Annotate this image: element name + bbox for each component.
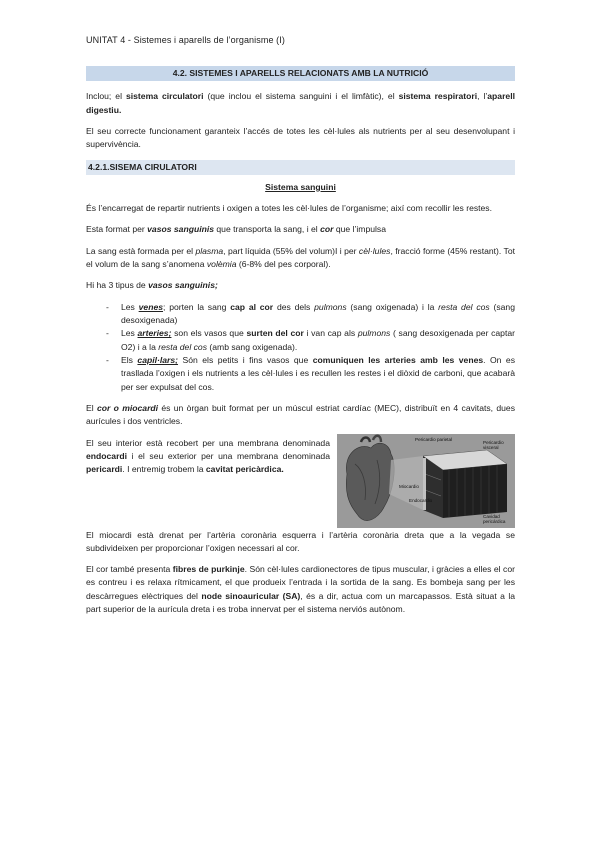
body-paragraph-3: La sang està formada per el plasma, part líquida (55% del volum)I i per cèl·lules, fracció forme (45% restant). Tot el volum de la sang s’anomena volèmia (6-8% del pes corporal).	[86, 245, 516, 270]
dash-bullet: -	[106, 328, 109, 339]
intro-paragraph-1: Inclou; el sistema circulatori (que inclou el sistema sanguini i el limfàtic), el sistema respiratori, l’aparell digestiu.	[86, 91, 515, 115]
vessel-list	[86, 301, 515, 394]
subsection-heading: 4.2.1.SISEMA CIRULATORI	[86, 160, 515, 175]
list-item-arteries: - Les arteries; son els vasos que surten del cor i van cap als pulmons ( sang desoxigenada per captar O2) i a la resta del cos (amb sang oxigenada).	[106, 328, 515, 352]
label-miocardi: Miocardio	[399, 483, 419, 489]
label-endocardi: Endocardio	[409, 497, 433, 503]
intro-paragraph-2: El seu correcte funcionament garanteix l’accés de totes les cèl·lules als nutrients per al seu desenvolupant i supervivència.	[86, 125, 515, 150]
label-pericardi-visceral: Pericardio visceral	[483, 439, 504, 450]
heart-paragraph-1: El cor o miocardi és un òrgan buit format per un múscul estriat cardíac (MEC), distribuït en 4 cavitats, dues aurícules i dos ventricles.	[86, 402, 516, 427]
document-page	[86, 34, 515, 624]
heart-figure-block	[86, 437, 515, 529]
heart-paragraph-3: El miocardi està drenat per l’artèria coronària esquerra i l’artèria coronària dreta que a la vegada se subdivideixen per proporcionar l’oxigen necessari al cor.	[86, 529, 515, 553]
list-item-capilars: - Els capil·lars; Són els petits i fins vasos que comuniquen les arteries amb les venes. On es trasllada l’oxigen i els nutrients a les cèl·lules i es recullen les restes i el diòxid de carboni, que acabarà per ser expulsat del cos.	[106, 354, 516, 392]
dash-bullet: -	[106, 354, 109, 365]
subtitle-sistema-sanguini: Sistema sanguini	[265, 181, 336, 192]
page-header: UNITAT 4 - Sistemes i aparells de l’organisme (I)	[86, 35, 285, 45]
heart-paragraph-2: El seu interior està recobert per una membrana denominada endocardi i el seu exterior per una membrana denominada pericardi. I entremig trobem la cavitat pericàrdica.	[86, 437, 330, 475]
dash-bullet: -	[106, 301, 109, 312]
section-heading: 4.2. SISTEMES I APARELLS RELACIONATS AMB LA NUTRICIÓ	[86, 66, 515, 81]
label-cavitat: Cavidad pericárdica	[483, 513, 506, 524]
body-paragraph-1: És l’encarregat de repartir nutrients i oxigen a totes les cèl·lules de l’organisme; així com recollir les restes.	[86, 203, 492, 214]
body-paragraph-4: Hi ha 3 tipus de vasos sanguinis;	[86, 280, 218, 291]
heart-paragraph-4: El cor també presenta fibres de purkinje. Són cèl·lules cardionectores de tipus muscular, i gràcies a elles el cor es contreu i es relaxa rítmicament, el que produeix l’entrada i la sortida de la sang. Es bombeja sang per les descàrregues elèctriques del node sinoauricular (SA), és a dir, actua com un marcapassos. Està situat a la part superior de la aurícula dreta i es troba innervat per el sistema nerviós autònom.	[86, 564, 516, 615]
list-item-venes: - Les venes; porten la sang cap al cor des dels pulmons (sang oxigenada) i la resta del cos (sang desoxigenada)	[106, 301, 515, 325]
heart-layers-image	[337, 434, 515, 528]
label-pericardi-parietal: Pericardio parietal	[415, 436, 453, 442]
body-paragraph-2: Esta format per vasos sanguinis que transporta la sang, i el cor que l’impulsa	[86, 224, 386, 235]
